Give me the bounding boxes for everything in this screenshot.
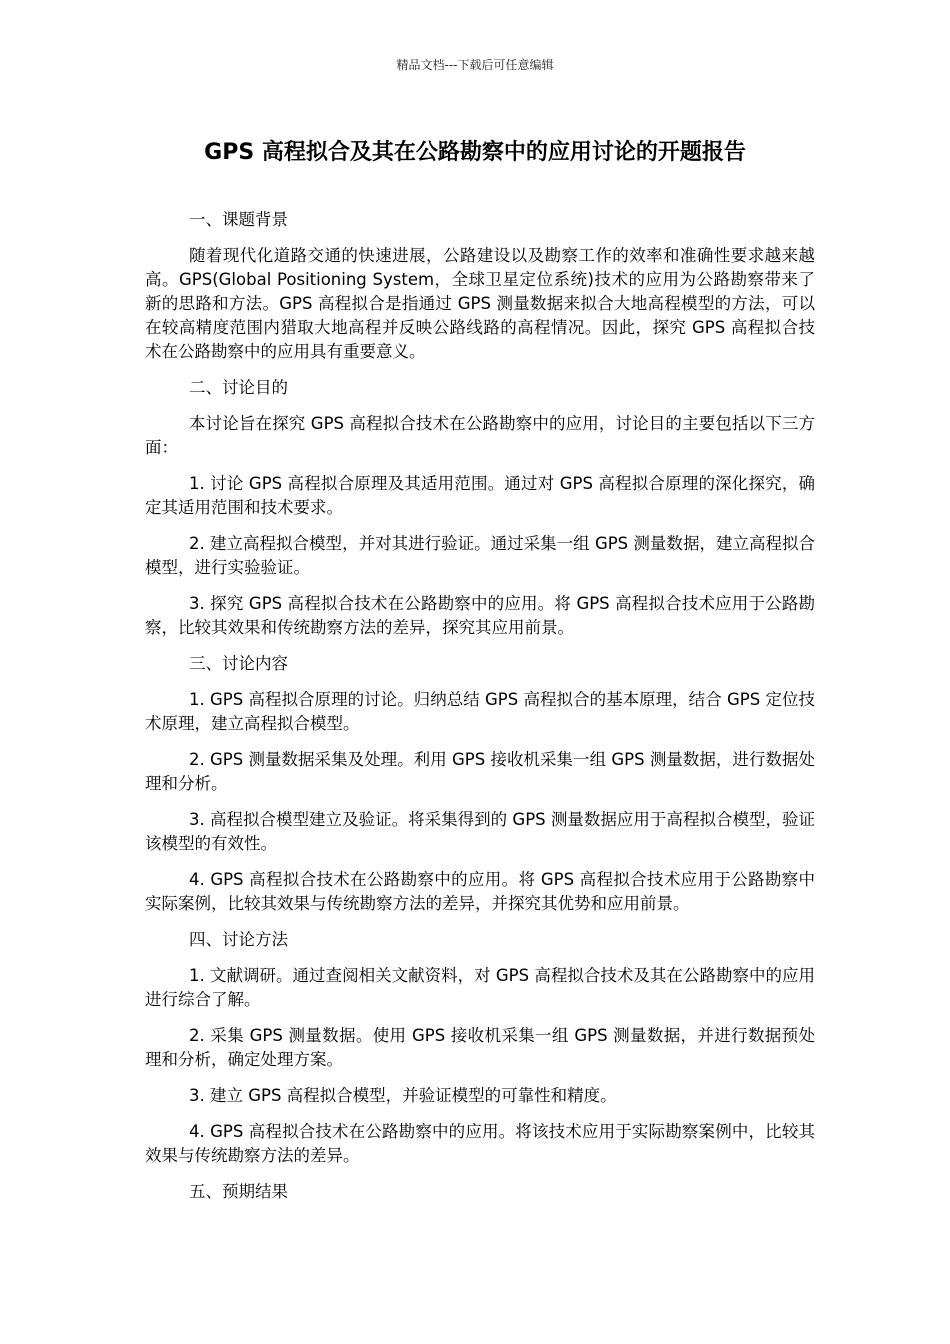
body-paragraph: 随着现代化道路交通的快速进展，公路建设以及勘察工作的效率和准确性要求越来越高。GPS(Global Positioning System，全球卫星定位系统)技术的应用为公路勘察带来了新的思路和方法。GPS 高程拟合是指通过 GPS 测量数据来拟合大地高程模型的方法，可以在较高精度范围内猎取大地高程并反映公路线路的高程情况。因此，探究 GPS 高程拟合技术在公路勘察中的应用具有重要意义。 bbox=[145, 246, 815, 361]
body-paragraph: 2. 建立高程拟合模型，并对其进行验证。通过采集一组 GPS 测量数据，建立高程拟合模型，进行实验验证。 bbox=[145, 534, 815, 577]
body-paragraph: 1. GPS 高程拟合原理的讨论。归纳总结 GPS 高程拟合的基本原理，结合 GPS 定位技术原理，建立高程拟合模型。 bbox=[145, 690, 815, 733]
body-paragraph: 本讨论旨在探究 GPS 高程拟合技术在公路勘察中的应用，讨论目的主要包括以下三方面： bbox=[145, 414, 815, 457]
section-heading: 五、预期结果 bbox=[189, 1182, 288, 1201]
section-heading: 二、讨论目的 bbox=[189, 378, 288, 397]
document-body bbox=[145, 208, 815, 1216]
body-paragraph: 3. 建立 GPS 高程拟合模型，并验证模型的可靠性和精度。 bbox=[189, 1086, 617, 1105]
section-heading: 三、讨论内容 bbox=[189, 654, 288, 673]
page-header: 精品文档---下载后可任意编辑 bbox=[396, 58, 554, 72]
body-paragraph: 4. GPS 高程拟合技术在公路勘察中的应用。将该技术应用于实际勘察案例中，比较其效果与传统勘察方法的差异。 bbox=[145, 1122, 815, 1165]
body-paragraph: 4. GPS 高程拟合技术在公路勘察中的应用。将 GPS 高程拟合技术应用于公路勘察中实际案例，比较其效果与传统勘察方法的差异，并探究其优势和应用前景。 bbox=[145, 870, 815, 913]
document-title: GPS 高程拟合及其在公路勘察中的应用讨论的开题报告 bbox=[204, 140, 746, 165]
body-paragraph: 3. 探究 GPS 高程拟合技术在公路勘察中的应用。将 GPS 高程拟合技术应用于公路勘察，比较其效果和传统勘察方法的差异，探究其应用前景。 bbox=[145, 594, 815, 637]
body-paragraph: 1. 讨论 GPS 高程拟合原理及其适用范围。通过对 GPS 高程拟合原理的深化探究，确定其适用范围和技术要求。 bbox=[145, 474, 815, 517]
body-paragraph: 1. 文献调研。通过查阅相关文献资料，对 GPS 高程拟合技术及其在公路勘察中的应用进行综合了解。 bbox=[145, 966, 815, 1009]
body-paragraph: 2. GPS 测量数据采集及处理。利用 GPS 接收机采集一组 GPS 测量数据，进行数据处理和分析。 bbox=[145, 750, 815, 793]
section-heading: 一、课题背景 bbox=[189, 210, 288, 229]
body-paragraph: 3. 高程拟合模型建立及验证。将采集得到的 GPS 测量数据应用于高程拟合模型，验证该模型的有效性。 bbox=[145, 810, 815, 853]
section-heading: 四、讨论方法 bbox=[189, 930, 288, 949]
body-paragraph: 2. 采集 GPS 测量数据。使用 GPS 接收机采集一组 GPS 测量数据，并进行数据预处理和分析，确定处理方案。 bbox=[145, 1026, 815, 1069]
